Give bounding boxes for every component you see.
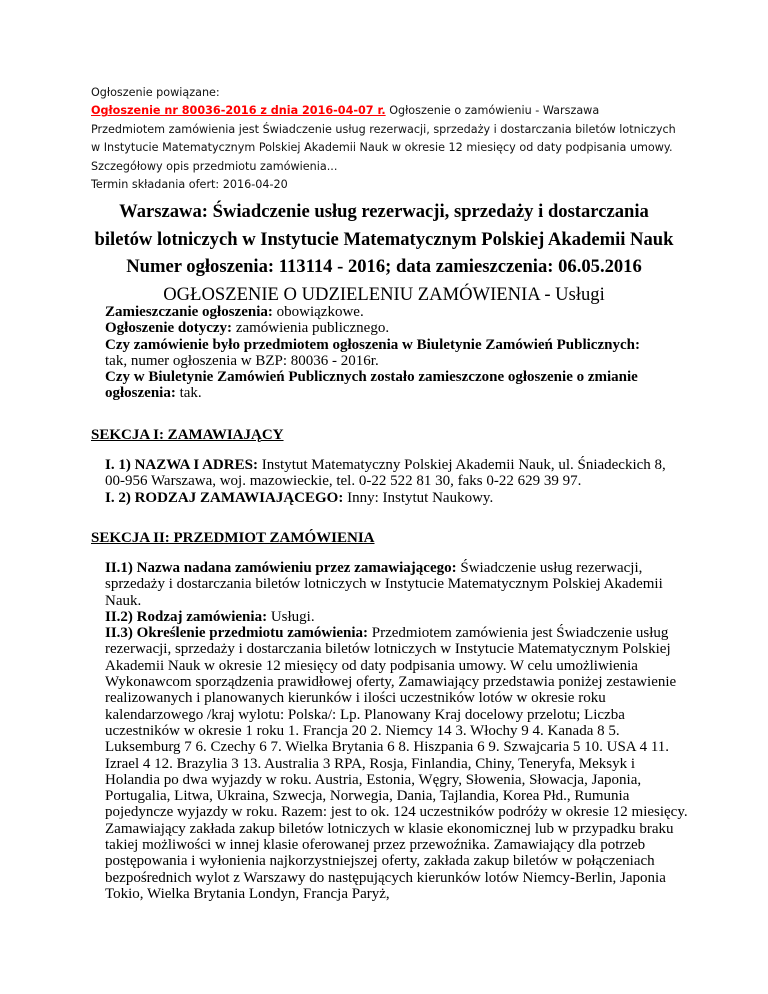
section-1-block (105, 457, 689, 506)
contracting-type-value: Inny: Instytut Naukowy. (347, 489, 494, 506)
page-title (80, 198, 688, 308)
concerns-label: Ogłoszenie dotyczy: (105, 320, 233, 337)
title-line-4: OGŁOSZENIE O UDZIELENIU ZAMÓWIENIA - Usługi (163, 283, 605, 305)
bzp-value: tak, numer ogłoszenia w BZP: 80036 - 2016r. (105, 352, 379, 369)
title-line-1: Warszawa: Świadczenie usług rezerwacji, sprzedaży i dostarczania (119, 201, 649, 222)
concerns-value: zamówienia publicznego. (235, 320, 390, 337)
bzp-label: Czy zamówienie było przedmiotem ogłoszenia w Biuletynie Zamówień Publicznych: (105, 336, 640, 353)
related-header: Ogłoszenie powiązane: (91, 86, 220, 99)
order-name-label: II.1) Nazwa nadana zamówieniu przez zamawiającego: (105, 560, 457, 576)
order-kind-row (105, 609, 689, 625)
related-line-2: Przedmiotem zamówienia jest Świadczenie usług rezerwacji, sprzedaży i dostarczania biletów lotniczych (91, 122, 676, 136)
related-line-4: Szczegółowy opis przedmiotu zamówienia... (91, 159, 338, 173)
related-line-5: Termin składania ofert: 2016-04-20 (91, 178, 288, 192)
contracting-type-label: I. 2) RODZAJ ZAMAWIAJĄCEGO: (105, 489, 344, 506)
title-line-2: biletów lotniczych w Instytucie Matematycznym Polskiej Akademii Nauk (94, 228, 674, 250)
order-subject-value: Przedmiotem zamówienia jest Świadczenie usług rezerwacji, sprzedaży i dostarczania biletów lotniczych w Instytucie Matematycznym Polskiej Akademii Nauk w okresie 12 miesięcy od daty podpisania umowy. W celu umożliwienia Wykonawcom sporządzenia prawidłowej oferty, Zamawiający przedstawia poniżej zestawienie realizowanych i planowanych kierunków i ilości uczestników lotów w okresie roku kalendarzowego /kraj wylotu: Polska/: Lp. Planowany Kraj docelowy przelotu; Liczba uczestników w okresie 1 roku 1. Francja 20 2. Niemcy 14 3. Włochy 9 4. Kanada 8 5. Luksemburg 7 6. Czechy 6 7. Wielka Brytania 6 8. Hiszpania 6 9. Szwajcaria 5 10. USA 4 11. Izrael 4 12. Brazylia 3 13. Australia 3 RPA, Rosja, Finlandia, Chiny, Teneryfa, Meksyk i Holandia po dwa wyjazdy w roku. Austria, Estonia, Węgry, Słowenia, Słowacja, Japonia, Portugalia, Litwa, Ukraina, Szwecja, Norwegia, Dania, Tajlandia, Korea Płd., Rumunia pojedyncze wyjazdy w roku. Razem: jest to ok. 124 uczestników podróży w okresie 12 miesięcy. Zamawiający zakłada zakup biletów lotniczych w klasie ekonomicznej lub w przypadku braku takiej możliwości w innej klasie oferowanej przez przewoźnika. Zamawiający dla potrzeb postępowania i wyłonienia najkorzystniejszej oferty, zakłada zakup biletów w połączeniach bezpośrednich wylot z Warszawy do następujących kierunków lotów Niemcy-Berlin, Japonia Tokio, Wielka Brytania Londyn, Francja Paryż, (105, 625, 688, 902)
publication-value: obowiązkowe. (276, 304, 364, 320)
order-name-row (105, 560, 689, 609)
intro-block (105, 304, 689, 402)
order-name-value: Świadczenie usług rezerwacji, sprzedaży i dostarczania biletów lotniczych w Instytucie Matematycznym Polskiej Akademii Nauk. (105, 560, 663, 609)
change-label: Czy w Biuletynie Zamówień Publicznych zostało zamieszczone ogłoszenie o zmianie ogłoszenia: (105, 369, 638, 402)
related-line-1 (91, 102, 691, 120)
order-subject-label: II.3) Określenie przedmiotu zamówienia: (105, 625, 369, 642)
related-notice-link[interactable]: Ogłoszenie nr 80036-2016 z dnia 2016-04-07 r. (91, 104, 386, 118)
contracting-name-row (105, 457, 689, 490)
order-kind-label: II.2) Rodzaj zamówienia: (105, 608, 268, 625)
order-kind-value: Usługi. (270, 608, 315, 625)
title-line-3: Numer ogłoszenia: 113114 - 2016; data zamieszczenia: 06.05.2016 (126, 256, 642, 278)
concerns-row (105, 320, 689, 336)
publication-row (105, 304, 689, 320)
contracting-type-row (105, 490, 689, 506)
related-notice (91, 84, 691, 194)
contracting-name-value: Instytut Matematyczny Polskiej Akademii Nauk, ul. Śniadeckich 8, 00-956 Warszawa, woj. mazowieckie, tel. 0-22 522 81 30, faks 0-22 629 39 97. (105, 457, 666, 490)
change-value: tak. (179, 385, 202, 402)
section-2-block (105, 560, 689, 902)
change-row (105, 369, 689, 402)
contracting-name-label: I. 1) NAZWA I ADRES: (105, 457, 258, 473)
related-line-3: w Instytucie Matematycznym Polskiej Akademii Nauk w okresie 12 miesięcy od daty podpisania umowy. (91, 141, 673, 155)
section-1-heading: SEKCJA I: ZAMAWIAJĄCY (91, 427, 284, 443)
order-subject-row (105, 625, 689, 902)
related-line-1-rest: Ogłoszenie o zamówieniu - Warszawa (389, 104, 600, 118)
bzp-row (105, 337, 689, 370)
publication-label: Zamieszczanie ogłoszenia: (105, 304, 273, 320)
section-2-heading: SEKCJA II: PRZEDMIOT ZAMÓWIENIA (91, 530, 375, 546)
